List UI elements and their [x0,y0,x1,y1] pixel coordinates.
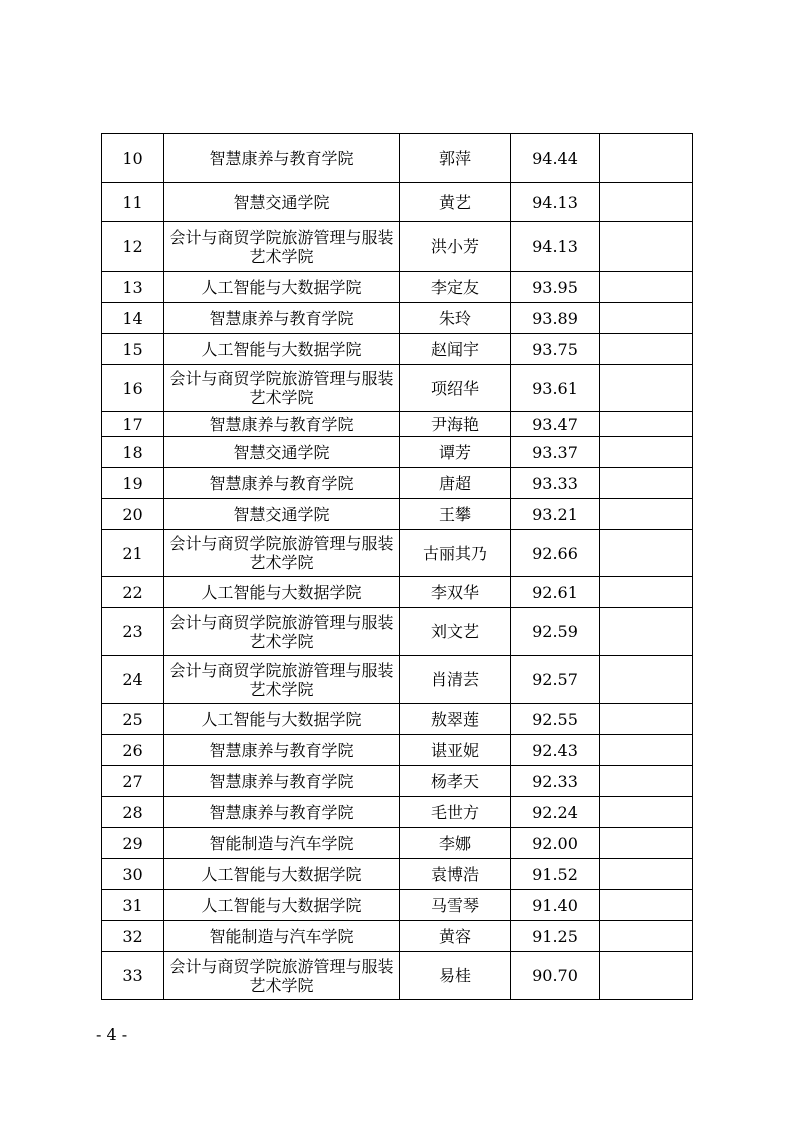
note-cell [600,797,693,828]
row-number: 18 [102,437,164,468]
row-number: 33 [102,952,164,1000]
table-row [102,530,693,577]
college-name: 会计与商贸学院旅游管理与服装艺术学院 [164,222,400,272]
score-value: 93.95 [511,272,600,303]
college-name: 智慧康养与教育学院 [164,766,400,797]
person-name: 谌亚妮 [400,735,511,766]
table-row [102,303,693,334]
note-cell [600,134,693,183]
note-cell [600,530,693,577]
college-name: 会计与商贸学院旅游管理与服装艺术学院 [164,530,400,577]
person-name: 敖翠莲 [400,704,511,735]
college-name: 智慧康养与教育学院 [164,468,400,499]
table-row [102,412,693,437]
row-number: 32 [102,921,164,952]
table-row [102,766,693,797]
note-cell [600,921,693,952]
row-number: 26 [102,735,164,766]
college-name: 人工智能与大数据学院 [164,272,400,303]
table-row [102,735,693,766]
college-name: 智慧康养与教育学院 [164,134,400,183]
score-value: 92.59 [511,608,600,656]
note-cell [600,183,693,222]
row-number: 22 [102,577,164,608]
score-value: 91.25 [511,921,600,952]
row-number: 10 [102,134,164,183]
person-name: 马雪琴 [400,890,511,921]
table-row [102,222,693,272]
table-row [102,272,693,303]
score-value: 91.52 [511,859,600,890]
person-name: 李娜 [400,828,511,859]
table-row [102,134,693,183]
note-cell [600,334,693,365]
college-name: 人工智能与大数据学院 [164,859,400,890]
person-name: 谭芳 [400,437,511,468]
score-value: 93.33 [511,468,600,499]
score-value: 93.61 [511,365,600,412]
note-cell [600,303,693,334]
person-name: 赵闻宇 [400,334,511,365]
score-value: 94.13 [511,222,600,272]
college-name: 会计与商贸学院旅游管理与服装艺术学院 [164,656,400,704]
row-number: 23 [102,608,164,656]
person-name: 袁博浩 [400,859,511,890]
row-number: 12 [102,222,164,272]
college-name: 智慧康养与教育学院 [164,735,400,766]
table-row [102,577,693,608]
college-name: 人工智能与大数据学院 [164,334,400,365]
college-name: 会计与商贸学院旅游管理与服装艺术学院 [164,608,400,656]
score-value: 93.37 [511,437,600,468]
score-value: 93.47 [511,412,600,437]
page-number: - 4 - [96,1025,128,1044]
score-value: 92.43 [511,735,600,766]
person-name: 刘文艺 [400,608,511,656]
row-number: 15 [102,334,164,365]
table-row [102,859,693,890]
college-name: 会计与商贸学院旅游管理与服装艺术学院 [164,952,400,1000]
note-cell [600,577,693,608]
note-cell [600,735,693,766]
person-name: 朱玲 [400,303,511,334]
table-row [102,921,693,952]
score-value: 92.55 [511,704,600,735]
table-row [102,656,693,704]
person-name: 古丽其乃 [400,530,511,577]
person-name: 洪小芳 [400,222,511,272]
college-name: 人工智能与大数据学院 [164,577,400,608]
college-name: 人工智能与大数据学院 [164,890,400,921]
college-name: 智慧康养与教育学院 [164,303,400,334]
table-row [102,365,693,412]
row-number: 30 [102,859,164,890]
row-number: 11 [102,183,164,222]
note-cell [600,859,693,890]
row-number: 17 [102,412,164,437]
score-value: 94.44 [511,134,600,183]
college-name: 智慧康养与教育学院 [164,797,400,828]
table-row [102,334,693,365]
row-number: 19 [102,468,164,499]
row-number: 28 [102,797,164,828]
person-name: 黄艺 [400,183,511,222]
person-name: 肖清芸 [400,656,511,704]
person-name: 李双华 [400,577,511,608]
person-name: 易桂 [400,952,511,1000]
note-cell [600,412,693,437]
table-row [102,468,693,499]
table-row [102,183,693,222]
row-number: 31 [102,890,164,921]
person-name: 王攀 [400,499,511,530]
score-value: 90.70 [511,952,600,1000]
college-name: 智慧康养与教育学院 [164,412,400,437]
person-name: 黄容 [400,921,511,952]
note-cell [600,608,693,656]
row-number: 21 [102,530,164,577]
person-name: 李定友 [400,272,511,303]
person-name: 毛世方 [400,797,511,828]
score-value: 92.57 [511,656,600,704]
row-number: 14 [102,303,164,334]
row-number: 16 [102,365,164,412]
note-cell [600,890,693,921]
score-value: 92.00 [511,828,600,859]
note-cell [600,766,693,797]
score-value: 92.61 [511,577,600,608]
person-name: 唐超 [400,468,511,499]
table-row [102,828,693,859]
person-name: 郭萍 [400,134,511,183]
score-value: 92.66 [511,530,600,577]
score-value: 91.40 [511,890,600,921]
row-number: 24 [102,656,164,704]
college-name: 智慧交通学院 [164,499,400,530]
note-cell [600,468,693,499]
college-name: 智能制造与汽车学院 [164,921,400,952]
note-cell [600,222,693,272]
college-name: 智慧交通学院 [164,183,400,222]
note-cell [600,437,693,468]
score-table [101,133,693,1000]
note-cell [600,499,693,530]
table-row [102,608,693,656]
note-cell [600,272,693,303]
college-name: 会计与商贸学院旅游管理与服装艺术学院 [164,365,400,412]
note-cell [600,952,693,1000]
college-name: 智慧交通学院 [164,437,400,468]
score-value: 93.89 [511,303,600,334]
college-name: 人工智能与大数据学院 [164,704,400,735]
person-name: 项绍华 [400,365,511,412]
note-cell [600,656,693,704]
score-value: 93.21 [511,499,600,530]
row-number: 27 [102,766,164,797]
table-row [102,499,693,530]
row-number: 20 [102,499,164,530]
note-cell [600,365,693,412]
note-cell [600,704,693,735]
row-number: 13 [102,272,164,303]
score-value: 93.75 [511,334,600,365]
score-value: 92.24 [511,797,600,828]
college-name: 智能制造与汽车学院 [164,828,400,859]
row-number: 25 [102,704,164,735]
table-row [102,890,693,921]
person-name: 杨孝天 [400,766,511,797]
score-table-body [102,134,693,1000]
table-row [102,437,693,468]
note-cell [600,828,693,859]
table-row [102,952,693,1000]
row-number: 29 [102,828,164,859]
person-name: 尹海艳 [400,412,511,437]
table-row [102,797,693,828]
score-value: 92.33 [511,766,600,797]
table-row [102,704,693,735]
score-value: 94.13 [511,183,600,222]
